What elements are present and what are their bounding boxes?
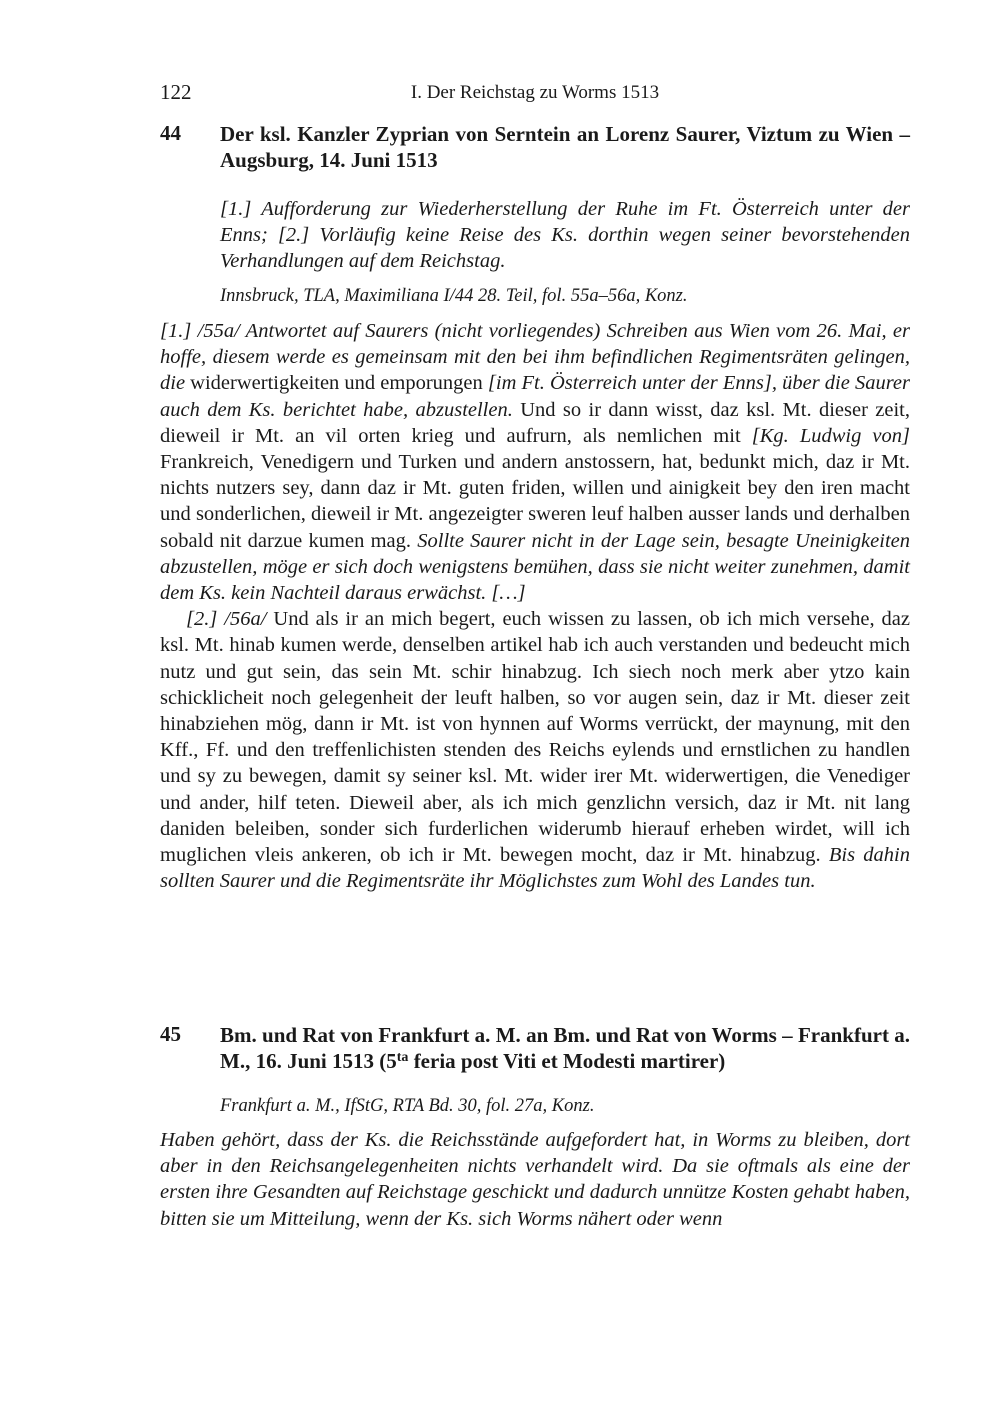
page-number: 122 (160, 80, 192, 104)
paragraph-1 (160, 1127, 910, 1232)
editorial-summary: Sollte Saurer nicht in der Lage sein, besagte Uneinigkeiten abzustellen, möge er sich doch wenigstens bemühen, dass sie nicht weiter zunehmen, damit dem Ks. kein Nachteil daraus erwächst. […] (160, 529, 910, 605)
quoted-source-text: Frankreich, Venedigern und Turken und andern anstossern, hat, bedunkt mich, daz ir Mt. nichts nutzers sey, dann daz ir Mt. guten friden, willen und ainigkeit bey den iren macht und sonderlichen, dieweil ir Mt. angezeigter sweren leuf halben ausser lands und derhalben sobald nit darzue kumen mag. (160, 451, 910, 552)
document-44-regest: [1.] Aufforderung zur Wiederherstellung der Ruhe im Ft. Österreich unter der Enns; [2.] Vorläufig keine Reise des Ks. dorthin wegen seiner bevorstehenden Verhandlungen auf dem Reichstag. (220, 198, 910, 272)
document-44-source: Innsbruck, TLA, Maximiliana I/44 28. Teil, fol. 55a–56a, Konz. (220, 286, 688, 306)
quoted-source-text: Und so ir dann wisst, daz ksl. Mt. dieser zeit, dieweil ir Mt. an vil orten krieg und aufrurn, als nemlichen mit (160, 398, 910, 447)
running-header (160, 80, 910, 106)
document-title: Der ksl. Kanzler Zyprian von Serntein an Lorenz Saurer, Viztum zu Wien – Augsburg, 14. Juni 1513 (220, 122, 910, 172)
document-44-heading (160, 121, 910, 173)
editorial-note: [im Ft. Österreich unter der Enns], über die Saurer auch dem Ks. berichtet habe, abzustellen. (160, 372, 911, 421)
document-45-source: Frankfurt a. M., IfStG, RTA Bd. 30, fol. 27a, Konz. (220, 1096, 595, 1116)
title-superscript: ta (396, 1050, 409, 1065)
title-text: Bm. und Rat von Frankfurt a. M. an Bm. und Rat von Worms – Frankfurt a. M., 16. Juni 1513 (5 (220, 1023, 910, 1073)
document-45-heading (160, 1022, 910, 1074)
title-text: feria post Viti et Modesti martirer) (408, 1049, 726, 1073)
paragraph-2 (160, 606, 910, 894)
document-number: 45 (160, 1022, 181, 1046)
document-title (220, 1022, 910, 1074)
editorial-summary: [1.] /55a/ Antwortet auf Saurers (nicht vorliegendes) Schreiben aus Wien vom 26. Mai, er hoffe, diesem werde es gemeinsam mit den bei ihm befindlichen Regimentsräten gelingen, die (160, 320, 910, 395)
editorial-insertion: [Kg. Ludwig von] (751, 424, 911, 447)
document-45-body (160, 1127, 910, 1232)
document-44-body (160, 318, 910, 894)
quoted-source-text: Und als ir an mich begert, euch wissen zu lassen, ob ich mich versehe, daz ksl. Mt. hinab kumen werde, denselben artikel hab ich auch verstanden und bedeucht mich nutz und gut sein, das sein Mt. schir hinabzug. Ich siech noch merk aber ytzo kain schicklicheit noch gelegenheit der leuft halben, so vor augen sein, daz ir Mt. dieser zeit hinabziehen mög, dann ir Mt. ist von hynnen auf Worms verrückt, der maynung, mit den Kff., Ff. und den treffenlichisten stenden des Reichs eylends und ernstlichen zu handlen und sy zu bewegen, damit sy seiner ksl. Mt. wider irer Mt. widerwertigen, die Venediger und ander, hilf teten. Dieweil aber, als ich mich genzlichn versich, daz ir Mt. nit lang daniden beleiben, sonder sich furderlichen widerumb hierauf erheben wirdet, will ich muglichen vleis ankeren, ob ich ir Mt. bewegen mocht, daz ir Mt. hinabzug. (160, 608, 910, 867)
paragraph-1 (160, 318, 910, 606)
editorial-summary: Bis dahin sollten Saurer und die Regimentsräte ihr Möglichstes zum Wohl des Landes tun. (160, 844, 910, 893)
document-number: 44 (160, 121, 181, 145)
section-marker: [2.] /56a/ (186, 608, 267, 631)
running-title: I. Der Reichstag zu Worms 1513 (410, 82, 660, 103)
quoted-source-text: widerwertigkeiten und emporungen (190, 372, 488, 395)
editorial-summary: Haben gehört, dass der Ks. die Reichsstände aufgefordert hat, in Worms zu bleiben, dort aber in den Reichsangelegenheiten nichts verhandelt wird. Da sie oftmals als eine der ersten ihre Gesandten auf Reichstage geschickt und dadurch unnütze Kosten gehabt haben, bitten sie um Mitteilung, wenn der Ks. sich Worms nähert oder wenn (160, 1129, 910, 1230)
